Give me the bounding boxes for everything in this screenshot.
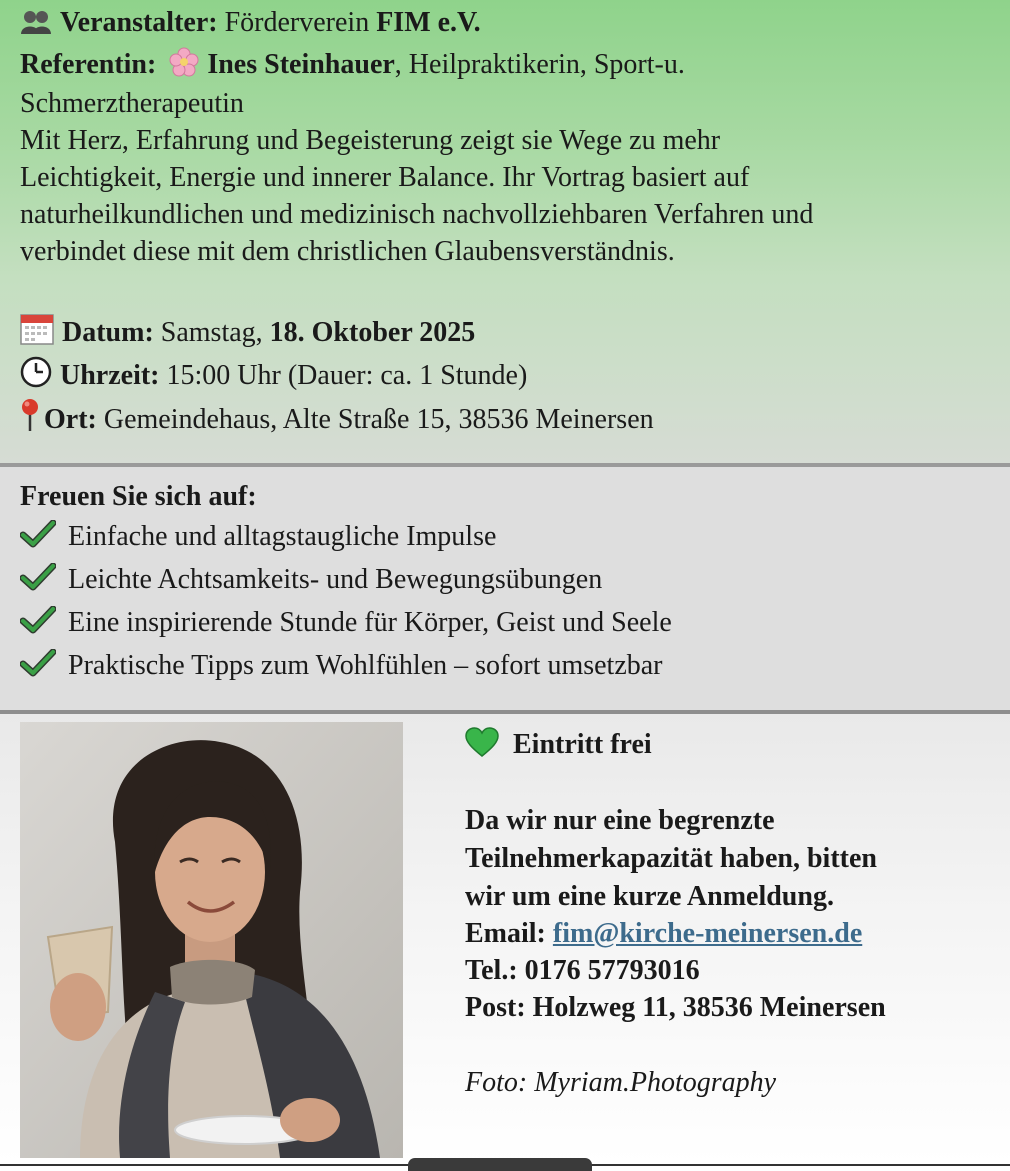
post-line: Post: Holzweg 11, 38536 Meinersen: [465, 992, 886, 1023]
organizer-label: Veranstalter:: [60, 7, 218, 38]
organizer-line: [20, 4, 481, 45]
time-value: 15:00 Uhr (Dauer: ca. 1 Stunde): [166, 360, 528, 391]
pin-icon: [20, 398, 40, 442]
people-icon: [20, 8, 52, 45]
speaker-title-1: , Heilpraktikerin, Sport-u.: [394, 49, 685, 80]
speaker-title-2: Schmerztherapeutin: [20, 88, 244, 119]
photo-credit: Foto: Myriam.Photography: [465, 1067, 777, 1098]
list-item: Einfache und alltagstaugliche Impulse: [20, 518, 496, 558]
date-day: Samstag,: [160, 317, 263, 348]
organizer-name: FIM e.V.: [376, 7, 481, 38]
list-item: Praktische Tipps zum Wohlfühlen – sofort umsetzbar: [20, 647, 663, 687]
email-line: [465, 915, 862, 952]
place-value: Gemeindehaus, Alte Straße 15, 38536 Meinersen: [103, 404, 654, 435]
header-section: [0, 0, 1010, 463]
description-line-3: naturheilkundlichen und medizinisch nachvollziehbaren Verfahren und: [20, 199, 814, 230]
entry-line: Eintritt frei: [465, 726, 652, 767]
drag-handle[interactable]: [408, 1158, 592, 1171]
place-label: Ort:: [44, 404, 97, 435]
note-line-1: Da wir nur eine begrenzte: [465, 805, 775, 836]
date-value: 18. Oktober 2025: [269, 317, 476, 348]
checkmark-icon: [20, 563, 56, 601]
checkmark-icon: [20, 520, 56, 558]
note-line-3: wir um eine kurze Anmeldung.: [465, 881, 834, 912]
description-line-4: verbindet diese mit dem christlichen Glaubensverständnis.: [20, 236, 675, 267]
time-label: Uhrzeit:: [60, 360, 160, 391]
highlights-title: Freuen Sie sich auf:: [20, 481, 257, 512]
list-item: Leichte Achtsamkeits- und Bewegungsübungen: [20, 561, 602, 601]
organizer-value: Förderverein: [224, 7, 370, 38]
date-line: [20, 313, 475, 355]
clock-icon: [20, 356, 52, 398]
speaker-name: Ines Steinhauer: [207, 49, 395, 80]
highlights-section: [0, 467, 1010, 710]
time-line: [20, 356, 527, 398]
description-line-2: Leichtigkeit, Energie und innerer Balance. Ihr Vortrag basiert auf: [20, 162, 750, 193]
calendar-icon: [20, 313, 54, 355]
description-line-1: Mit Herz, Erfahrung und Begeisterung zeigt sie Wege zu mehr: [20, 125, 721, 156]
checkmark-icon: [20, 649, 56, 687]
speaker-line: [20, 46, 685, 87]
green-heart-icon: [465, 727, 499, 767]
checkmark-icon: [20, 606, 56, 644]
speaker-photo: [20, 722, 403, 1158]
date-label: Datum:: [62, 317, 154, 348]
note-line-2: Teilnehmerkapazität haben, bitten: [465, 843, 877, 874]
email-link[interactable]: fim@kirche-meinersen.de: [552, 918, 863, 949]
email-label: Email:: [465, 918, 546, 949]
place-line: [20, 398, 654, 442]
list-item: Eine inspirierende Stunde für Körper, Geist und Seele: [20, 604, 672, 644]
flower-icon: [169, 47, 199, 87]
speaker-label: Referentin:: [20, 49, 157, 80]
phone-line: Tel.: 0176 57793016: [465, 955, 700, 986]
